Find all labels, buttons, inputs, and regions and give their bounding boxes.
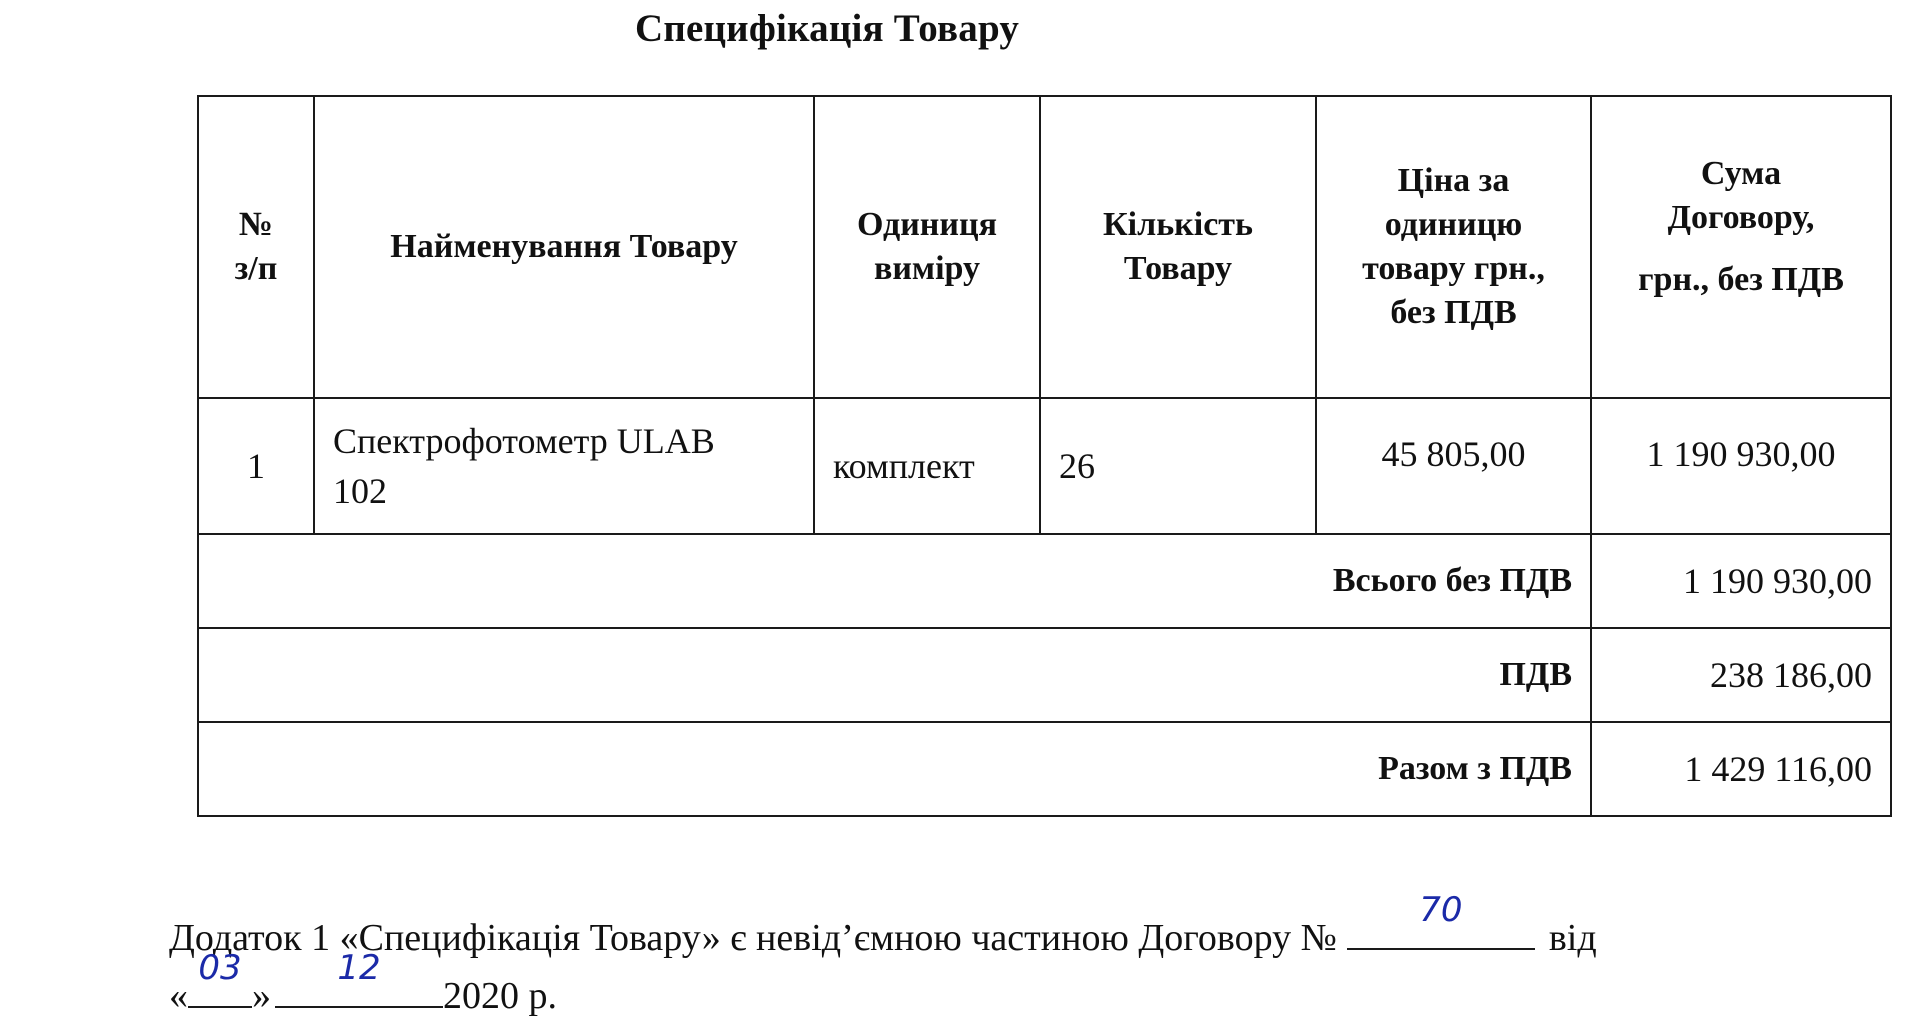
cell-price: 45 805,00 [1316,398,1591,534]
total-row-without-vat [198,534,1891,628]
handwritten-contract-number: 70 [1419,890,1463,930]
cell-name-line2: 102 [333,471,387,511]
header-qty-line1: Кількість [1103,206,1253,243]
header-price-line1: Ціна за [1397,162,1510,199]
total-row-vat [198,628,1891,722]
specification-table [197,95,1892,817]
cell-qty: 26 [1040,398,1316,534]
vat-label: ПДВ [198,628,1591,722]
footer-from-text: від [1548,917,1597,959]
header-unit-line2: виміру [873,250,981,287]
total-label: Всього без ПДВ [198,534,1591,628]
header-sum [1591,96,1891,398]
day-field [188,948,252,1008]
header-qty-line2: Товару [1123,250,1233,287]
header-unit-line1: Одиниця [857,206,997,243]
cell-unit: комплект [814,398,1040,534]
header-name-text: Найменування Товару [390,228,738,265]
header-sum-line2: Договору, [1667,199,1815,236]
cell-num: 1 [198,398,314,534]
handwritten-month: 12 [337,948,381,988]
footer-prefix-text: Додаток 1 «Специфікація Товару» є невід’ємною частиною Договору № [169,917,1337,959]
grand-total-value: 1 429 116,00 [1591,722,1891,816]
header-price-line2: одиницю [1384,206,1523,243]
total-value: 1 190 930,00 [1591,534,1891,628]
total-row-with-vat [198,722,1891,816]
appendix-statement [169,890,1869,1024]
footer-line-2 [169,948,1869,1024]
header-name [314,96,814,398]
open-quote: « [169,975,188,1017]
vat-value: 238 186,00 [1591,628,1891,722]
header-price-line3: товару грн., [1362,250,1545,287]
table-header-row [198,96,1891,398]
header-price-line4: без ПДВ [1390,294,1517,331]
table-row [198,398,1891,534]
header-qty [1040,96,1316,398]
close-quote: » [252,975,271,1017]
page-title: Специфікація Товару [634,7,1020,50]
handwritten-day: 03 [198,948,242,988]
header-sum-line1: Сума [1700,155,1782,192]
header-num-line1: № [238,206,274,243]
cell-name-line1: Спектрофотометр ULAB [333,421,715,461]
header-num [198,96,314,398]
year-text: 2020 р. [443,975,557,1017]
month-field [275,948,443,1008]
cell-sum: 1 190 930,00 [1591,398,1891,534]
header-price [1316,96,1591,398]
header-num-line2: з/п [234,250,278,287]
cell-name [314,398,814,534]
grand-total-label: Разом з ПДВ [198,722,1591,816]
header-unit [814,96,1040,398]
header-sum-line3: грн., без ПДВ [1638,261,1844,298]
contract-number-field [1347,890,1535,950]
